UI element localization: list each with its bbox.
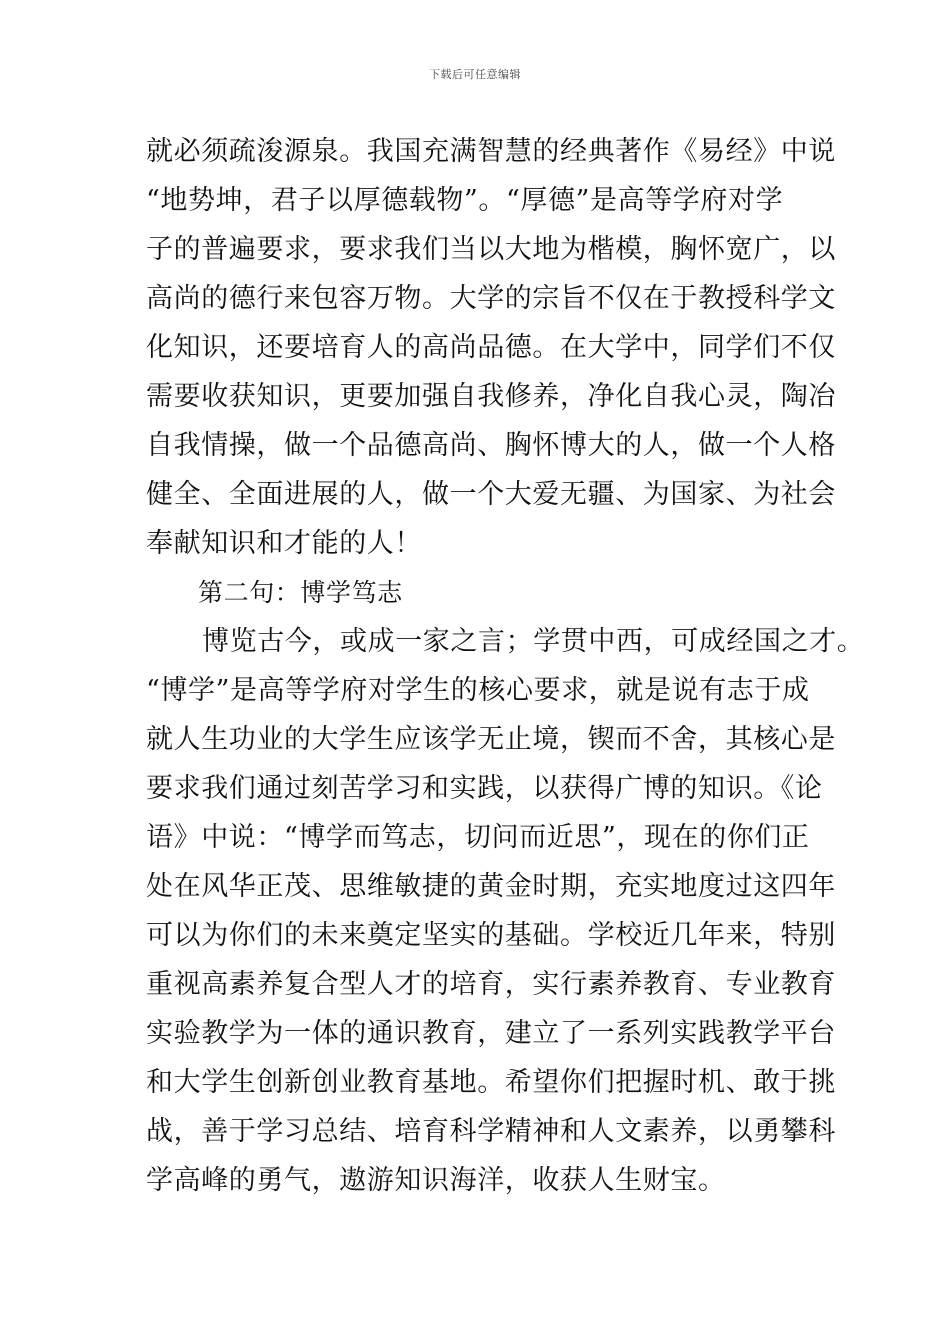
text-line: 需要收获知识，更要加强自我修养，净化自我心灵，陶冶: [146, 381, 836, 412]
text-line: “地势坤，君子以厚德载物”。“厚德”是高等学府对学: [146, 185, 784, 216]
text-line: 学高峰的勇气，遨游知识海洋，收获人生财宝。: [146, 1165, 726, 1196]
section-heading: 第二句：博学笃志: [198, 578, 403, 607]
text-line: 和大学生创新创业教育基地。希望你们把握时机、敢于挑: [146, 1067, 836, 1098]
text-line: 自我情操，做一个品德高尚、胸怀博大的人，做一个人格: [146, 430, 836, 461]
page-header-note: 下载后可任意编辑: [429, 68, 521, 81]
text-line: 化知识，还要培育人的高尚品德。在大学中，同学们不仅: [146, 332, 836, 363]
text-line: 战，善于学习总结、培育科学精神和人文素养，以勇攀科: [146, 1116, 836, 1147]
text-line: “博学”是高等学府对学生的核心要求，就是说有志于成: [146, 675, 810, 706]
text-line: 子的普遍要求，要求我们当以大地为楷模，胸怀宽广，以: [146, 234, 836, 265]
text-line: 就人生功业的大学生应该学无止境，锲而不舍，其核心是: [146, 724, 836, 755]
text-line: 奉献知识和才能的人！: [146, 528, 422, 559]
text-line: 就必须疏浚源泉。我国充满智慧的经典著作《易经》中说: [146, 136, 836, 167]
text-line: 处在风华正茂、思维敏捷的黄金时期，充实地度过这四年: [146, 871, 836, 902]
text-line: 健全、全面进展的人，做一个大爱无疆、为国家、为社会: [146, 479, 836, 510]
document-body: [146, 127, 865, 1205]
text-line: 实验教学为一体的通识教育，建立了一系列实践教学平台: [146, 1018, 836, 1049]
text-line: 重视高素养复合型人才的培育，实行素养教育、专业教育: [146, 969, 836, 1000]
paragraph-first-line: 博览古今，或成一家之言；学贯中西，可成经国之才。: [202, 626, 865, 657]
text-line: 高尚的德行来包容万物。大学的宗旨不仅在于教授科学文: [146, 283, 836, 314]
text-line: 可以为你们的未来奠定坚实的基础。学校近几年来，特别: [146, 920, 836, 951]
text-line: 要求我们通过刻苦学习和实践，以获得广博的知识。《论: [146, 773, 823, 804]
text-line: 语》中说：“博学而笃志，切问而近思”，现在的你们正: [146, 822, 810, 853]
